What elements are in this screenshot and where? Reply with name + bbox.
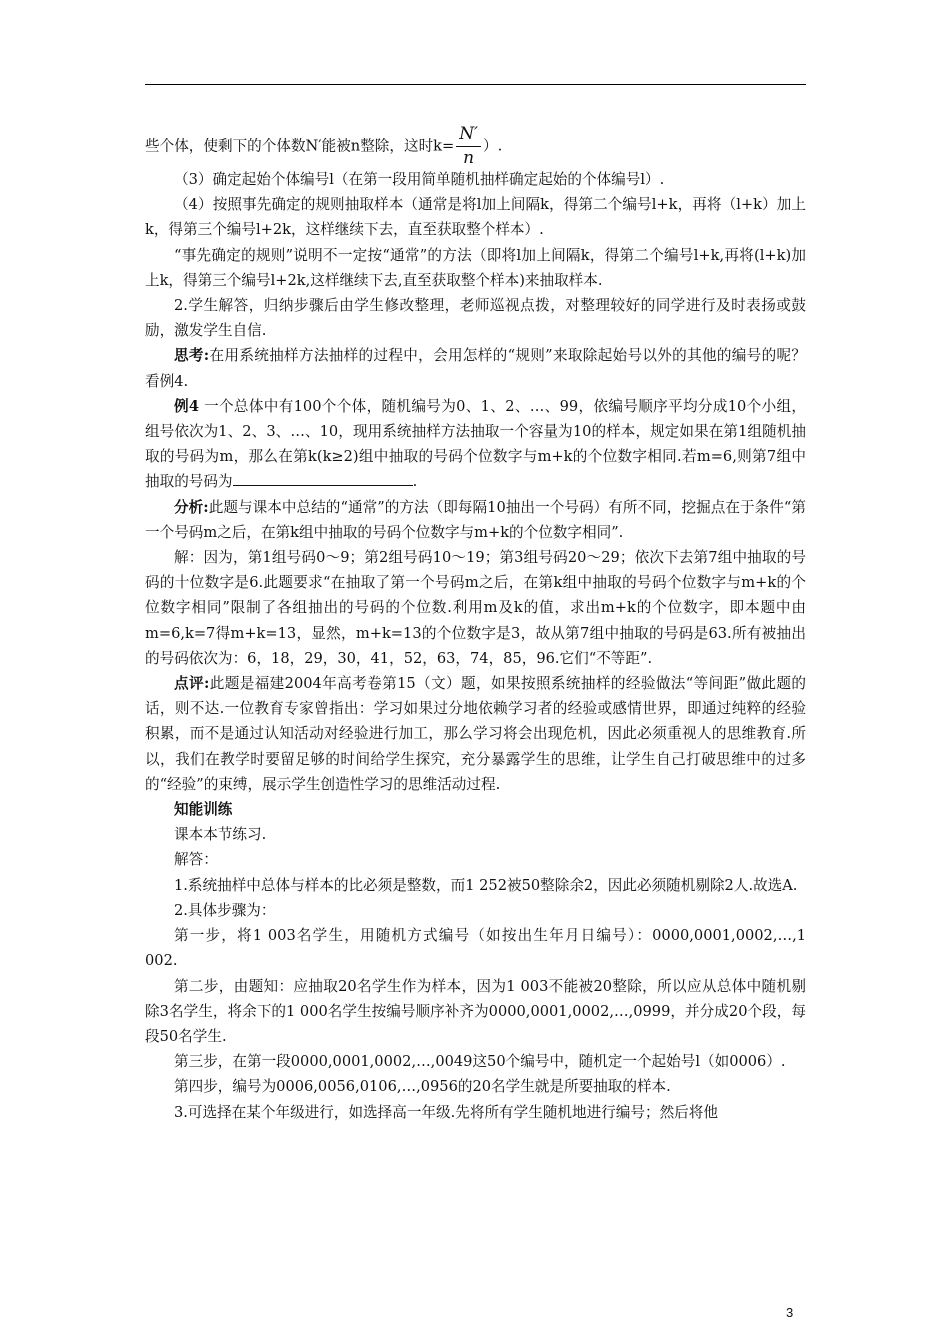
paragraph-solution: 解：因为，第1组号码0～9；第2组号码10～19；第3组号码20～29；依次下去第7组中抽取的号码的十位数字是6.此题要求“在抽取了第一个号码m之后，在第k组中抽取的号码个位数字与m+k的个位数字相同”限制了各组抽出的号码的个位数.利用m及k的值，求出m+k的个位数字，即本题中由m=6,k=7得m+k=13，显然，m+k=13的个位数字是3，故从第7组中抽取的号码是63.所有被抽出的号码依次为：6，18，29，30，41，52，63，74，85，96.它们“不等距”. bbox=[145, 549, 806, 667]
paragraph: “事先确定的规则”说明不一定按“通常”的方法（即将l加上间隔k，得第二个编号l+k,再将(l+k)加上k，得第三个编号l+2k,这样继续下去,直至获取整个样本)来抽取样本. bbox=[145, 246, 806, 289]
fraction-denominator: n bbox=[463, 148, 475, 168]
label-analysis: 分析: bbox=[174, 498, 209, 516]
paragraph: 2.学生解答，归纳步骤后由学生修改整理，老师巡视点拨，对整理较好的同学进行及时表扬或鼓励，激发学生自信. bbox=[145, 297, 806, 340]
label-think: 思考: bbox=[174, 347, 210, 365]
document-body bbox=[145, 120, 806, 1125]
paragraph: 第三步，在第一段0000,0001,0002,…,0049这50个编号中，随机定一个起始号l（如0006）. bbox=[174, 1053, 786, 1071]
text: . bbox=[412, 473, 418, 491]
header-rule bbox=[145, 84, 806, 85]
fraction-numerator: N′ bbox=[456, 126, 481, 147]
paragraph: 3.可选择在某个年级进行，如选择高一年级.先将所有学生随机地进行编号；然后将他 bbox=[174, 1103, 718, 1121]
section-heading: 知能训练 bbox=[174, 801, 233, 819]
paragraph-comment bbox=[145, 671, 806, 797]
label-comment: 点评: bbox=[174, 675, 210, 693]
text: ）. bbox=[483, 137, 503, 155]
paragraph: （4）按照事先确定的规则抽取样本（通常是将l加上间隔k，得第二个编号l+k，再将（l+k）加上k，得第三个编号l+2k，这样继续下去，直至获取整个样本）. bbox=[145, 196, 806, 239]
text: 在用系统抽样方法抽样的过程中，会用怎样的“规则”来取除起始号以外的其他的编号的呢？看例4. bbox=[145, 347, 806, 390]
paragraph: 2.具体步骤为： bbox=[174, 901, 276, 919]
text: 此题与课本中总结的“通常”的方法（即每隔10抽出一个号码）有所不同，挖掘点在于条件“第一个号码m之后，在第k组中抽取的号码个位数字与m+k的个位数字相同”. bbox=[145, 498, 806, 541]
text: 些个体，使剩下的个体数N′能被n整除，这时k= bbox=[145, 137, 455, 155]
paragraph: 第四步，编号为0006,0056,0106,…,0956的20名学生就是所要抽取的样本. bbox=[174, 1078, 671, 1096]
paragraph: 第一步，将1 003名学生，用随机方式编号（如按出生年月日编号）：0000,0001,0002,…,1 002. bbox=[145, 927, 806, 970]
paragraph-example bbox=[145, 394, 806, 495]
paragraph: （3）确定起始个体编号l（在第一段用简单随机抽样确定起始的个体编号l）. bbox=[174, 171, 665, 188]
paragraph-analysis bbox=[145, 495, 806, 545]
text: 此题是福建2004年高考卷第15（文）题，如果按照系统抽样的经验做法“等间距”做此题的话，则不达.一位教育专家曾指出：学习如果过分地依赖学习者的经验或感情世界，即通过纯粹的经验积累，而不是通过认知活动对经验进行加工，那么学习将会出现危机，因此必须重视人的思维教育.所以，我们在教学时要留足够的时间给学生探究，充分暴露学生的思维，让学生自己打破思维中的过多的“经验”的束缚，展示学生创造性学习的思维活动过程. bbox=[145, 675, 806, 793]
paragraph: 解答： bbox=[174, 851, 218, 869]
paragraph: 1.系统抽样中总体与样本的比必须是整数，而1 252被50整除余2，因此必须随机剔除2人.故选A. bbox=[174, 876, 798, 894]
text: 一个总体中有100个个体，随机编号为0、1、2、…、99，依编号顺序平均分成10个小组，组号依次为1、2、3、…、10，现用系统抽样方法抽取一个容量为10的样本，规定如果在第1组随机抽取的号码为m，那么在第k(k≥2)组中抽取的号码个位数字与m+k的个位数字相同.若m=6,则第7组中抽取的号码为 bbox=[145, 397, 807, 491]
paragraph: 课本本节练习. bbox=[174, 826, 267, 844]
paragraph-think bbox=[145, 343, 806, 393]
label-example: 例4 bbox=[174, 397, 200, 415]
paragraph: 第二步，由题知：应抽取20名学生作为样本，因为1 003不能被20整除，所以应从总体中随机剔除3名学生，将余下的1 000名学生按编号顺序补齐为0000,0001,0002,…,0999，并分成20个段，每段50名学生. bbox=[145, 977, 806, 1045]
fraction bbox=[456, 126, 481, 167]
page-number: 3 bbox=[786, 1305, 794, 1320]
paragraph-formula bbox=[145, 126, 806, 167]
answer-blank bbox=[233, 469, 413, 486]
